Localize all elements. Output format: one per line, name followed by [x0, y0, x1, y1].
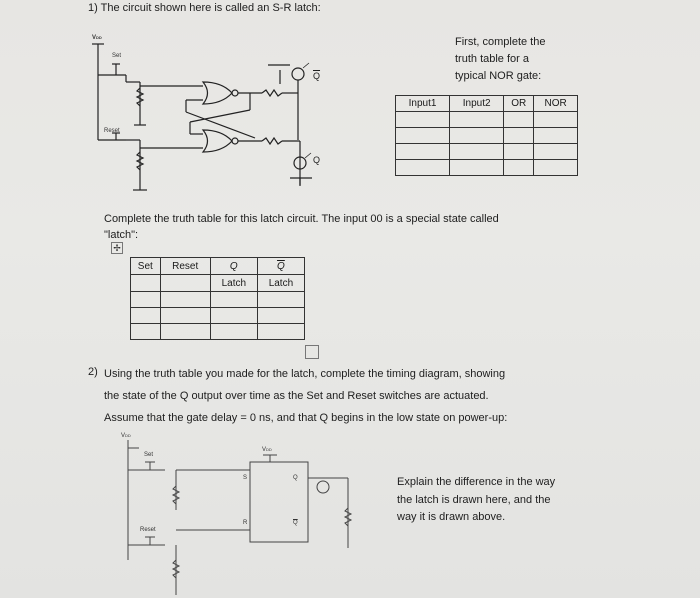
latch-s-label: S [243, 475, 248, 481]
latch-header-qbar: $\overline{Q}$ [257, 258, 304, 275]
latch-sub-q: Latch [210, 275, 257, 292]
vdd-label-3: VDD [262, 447, 272, 453]
q2-text-line-3: Assume that the gate delay = 0 ns, and that Q begins in the low state on power-up: [104, 412, 508, 424]
latch-q-label: Q [293, 475, 298, 481]
reset-switch-label-2: Reset [140, 527, 156, 533]
explain-line-2: the latch is drawn here, and the [397, 494, 551, 506]
nor-instruction-line-2: truth table for a [455, 53, 529, 65]
latch-r-label: R [243, 520, 248, 526]
latch-sub-qbar: Latch [257, 275, 304, 292]
latch-word: "latch": [104, 229, 139, 241]
qbar-output-label: $\overline{Q}$ [313, 71, 321, 81]
set-switch-label-2: Set [144, 452, 154, 458]
q2-text-line-1: Using the truth table you made for the latch, complete the timing diagram, showing [104, 368, 506, 380]
nor-header-nor: NOR [534, 96, 578, 112]
move-handle-icon[interactable]: ✢ [111, 242, 123, 254]
latch-header-set: Set [131, 258, 161, 275]
q-output-label: Q [313, 155, 321, 165]
vdd-label: VDD [92, 35, 102, 41]
latch-header-reset: Reset [160, 258, 210, 275]
q2-text-line-2: the state of the Q output over time as the Set and Reset switches are actuated. [104, 390, 489, 402]
set-switch-label: Set [112, 53, 122, 59]
nor-header-input2: Input2 [450, 96, 504, 112]
nor-instruction-line-1: First, complete the [455, 36, 546, 48]
explain-line-3: way it is drawn above. [397, 511, 506, 523]
reset-switch-label: Reset [104, 128, 120, 134]
latch-instructions: Complete the truth table for this latch circuit. The input 00 is a special state called [104, 213, 499, 225]
nor-header-input1: Input1 [396, 96, 450, 112]
nor-header-or: OR [504, 96, 534, 112]
vdd-label-2: VDD [121, 433, 131, 439]
q2-number: 2) [88, 366, 98, 378]
nor-instruction-line-3: typical NOR gate: [455, 70, 542, 82]
explain-line-1: Explain the difference in the way [397, 476, 556, 488]
latch-header-q: Q [210, 258, 257, 275]
latch-qbar-label: $\overline{Q}$ [293, 520, 298, 526]
q1-heading: 1) The circuit shown here is called an S-R latch: [88, 2, 321, 14]
